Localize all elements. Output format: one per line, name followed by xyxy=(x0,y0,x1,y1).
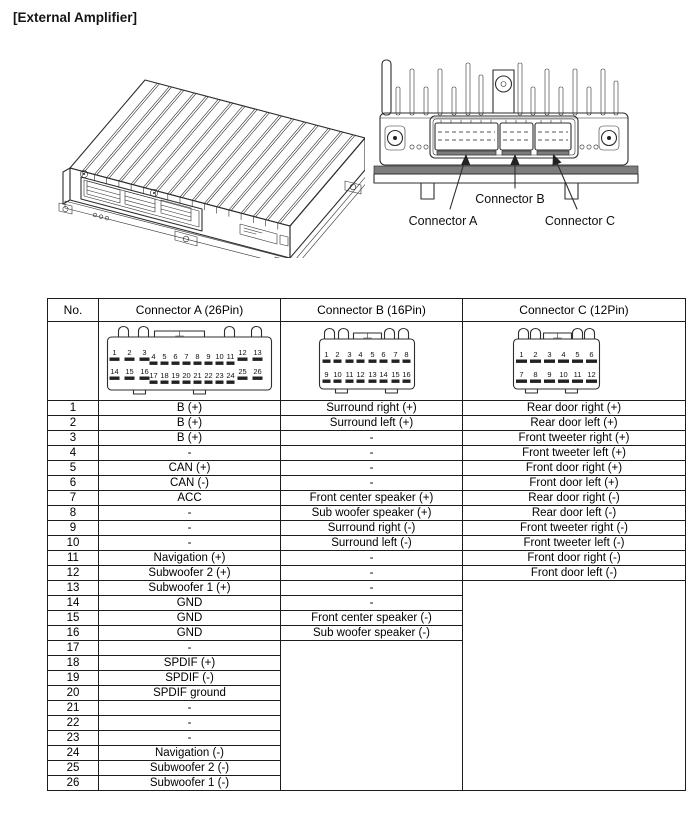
svg-text:4: 4 xyxy=(358,350,363,359)
table-row xyxy=(48,446,686,461)
connector-a-signal-cell: - xyxy=(99,731,281,746)
table-row xyxy=(48,416,686,431)
svg-text:18: 18 xyxy=(160,371,169,380)
connector-a-callout-label: Connector A xyxy=(408,214,478,228)
svg-text:15: 15 xyxy=(125,367,134,376)
svg-text:5: 5 xyxy=(162,352,167,361)
svg-text:23: 23 xyxy=(215,371,224,380)
connector-a-signal-cell: - xyxy=(99,641,281,656)
svg-text:5: 5 xyxy=(370,350,375,359)
connector-c-pin-diagram xyxy=(463,322,685,400)
table-row xyxy=(48,431,686,446)
connector-b-signal-cell: Front center speaker (+) xyxy=(281,491,463,506)
connector-a-signal-cell: - xyxy=(99,446,281,461)
svg-text:3: 3 xyxy=(547,350,552,359)
pin-number-cell: 7 xyxy=(48,491,99,506)
connector-b-signal-cell: - xyxy=(281,551,463,566)
svg-text:16: 16 xyxy=(402,370,411,379)
connector-b-signal-cell: - xyxy=(281,566,463,581)
connector-a-signal-cell: GND xyxy=(99,611,281,626)
pin-table-body xyxy=(48,401,686,791)
pin-number-cell: 17 xyxy=(48,641,99,656)
svg-text:1: 1 xyxy=(112,348,117,357)
col-header-connector-b: Connector B (16Pin) xyxy=(281,299,463,322)
svg-text:12: 12 xyxy=(587,370,596,379)
connector-b-signal-cell: - xyxy=(281,446,463,461)
pin-number-cell: 20 xyxy=(48,686,99,701)
connector-a-signal-cell: SPDIF ground xyxy=(99,686,281,701)
svg-text:11: 11 xyxy=(345,370,354,379)
svg-text:20: 20 xyxy=(182,371,191,380)
connector-c-signal-cell: Front door right (-) xyxy=(463,551,686,566)
svg-text:8: 8 xyxy=(533,370,538,379)
connector-b-signal-cell: Surround left (-) xyxy=(281,536,463,551)
table-row xyxy=(48,401,686,416)
connector-c-signal-cell: Rear door right (+) xyxy=(463,401,686,416)
pin-number-cell: 26 xyxy=(48,776,99,791)
pin-number-cell: 5 xyxy=(48,461,99,476)
connector-b-signal-cell: Sub woofer speaker (+) xyxy=(281,506,463,521)
connector-a-signal-cell: SPDIF (+) xyxy=(99,656,281,671)
connector-b-signal-cell: Front center speaker (-) xyxy=(281,611,463,626)
connector-c-signal-cell: Rear door right (-) xyxy=(463,491,686,506)
connector-c-empty-cell xyxy=(463,581,686,791)
connector-b-pin-diagram xyxy=(281,322,462,400)
table-row xyxy=(48,476,686,491)
connector-a-signal-cell: ACC xyxy=(99,491,281,506)
connector-c-diagram-cell xyxy=(463,322,686,401)
svg-text:22: 22 xyxy=(204,371,213,380)
connector-c-signal-cell: Front tweeter right (+) xyxy=(463,431,686,446)
col-header-connector-a: Connector A (26Pin) xyxy=(99,299,281,322)
pin-number-cell: 3 xyxy=(48,431,99,446)
pin-number-cell: 4 xyxy=(48,446,99,461)
connector-a-signal-cell: CAN (+) xyxy=(99,461,281,476)
svg-text:19: 19 xyxy=(171,371,180,380)
svg-text:11: 11 xyxy=(226,352,235,361)
svg-text:10: 10 xyxy=(333,370,342,379)
svg-text:6: 6 xyxy=(381,350,386,359)
pin-number-cell: 8 xyxy=(48,506,99,521)
pin-number-cell: 24 xyxy=(48,746,99,761)
connector-a-signal-cell: Subwoofer 2 (-) xyxy=(99,761,281,776)
connector-b-signal-cell: - xyxy=(281,431,463,446)
svg-text:25: 25 xyxy=(238,367,247,376)
svg-text:9: 9 xyxy=(324,370,329,379)
connector-c-signal-cell: Front tweeter left (+) xyxy=(463,446,686,461)
svg-text:2: 2 xyxy=(533,350,538,359)
connector-c-signal-cell: Front door left (-) xyxy=(463,566,686,581)
connector-b-signal-cell: Sub woofer speaker (-) xyxy=(281,626,463,641)
table-row xyxy=(48,566,686,581)
table-row xyxy=(48,491,686,506)
pin-number-cell: 2 xyxy=(48,416,99,431)
pin-number-cell: 15 xyxy=(48,611,99,626)
svg-text:3: 3 xyxy=(347,350,352,359)
svg-text:7: 7 xyxy=(184,352,189,361)
svg-text:14: 14 xyxy=(379,370,388,379)
svg-text:26: 26 xyxy=(253,367,262,376)
table-row xyxy=(48,551,686,566)
connector-b-signal-cell: - xyxy=(281,596,463,611)
connector-c-signal-cell: Front door left (+) xyxy=(463,476,686,491)
svg-text:10: 10 xyxy=(559,370,568,379)
pin-number-cell: 12 xyxy=(48,566,99,581)
table-row xyxy=(48,461,686,476)
connector-c-signal-cell: Front tweeter right (-) xyxy=(463,521,686,536)
table-row xyxy=(48,506,686,521)
connector-c-signal-cell: Rear door left (-) xyxy=(463,506,686,521)
connector-a-signal-cell: - xyxy=(99,716,281,731)
connector-a-signal-cell: Subwoofer 2 (+) xyxy=(99,566,281,581)
pin-number-cell: 23 xyxy=(48,731,99,746)
col-header-no: No. xyxy=(48,299,99,322)
connector-a-signal-cell: - xyxy=(99,521,281,536)
connector-b-empty-cell xyxy=(281,641,463,791)
pin-number-cell: 1 xyxy=(48,401,99,416)
svg-text:4: 4 xyxy=(151,352,156,361)
connector-a-signal-cell: CAN (-) xyxy=(99,476,281,491)
connector-c-signal-cell: Rear door left (+) xyxy=(463,416,686,431)
svg-text:17: 17 xyxy=(149,371,158,380)
svg-text:15: 15 xyxy=(391,370,400,379)
connector-a-signal-cell: Subwoofer 1 (-) xyxy=(99,776,281,791)
pin-number-cell: 13 xyxy=(48,581,99,596)
svg-text:9: 9 xyxy=(206,352,211,361)
pin-number-cell: 11 xyxy=(48,551,99,566)
connector-a-signal-cell: GND xyxy=(99,626,281,641)
svg-text:11: 11 xyxy=(573,370,582,379)
col-header-connector-c: Connector C (12Pin) xyxy=(463,299,686,322)
diagram-spacer-cell xyxy=(48,322,99,401)
table-row xyxy=(48,521,686,536)
connector-b-signal-cell: Surround right (+) xyxy=(281,401,463,416)
table-row xyxy=(48,581,686,596)
pin-assignment-table xyxy=(47,298,686,791)
pin-number-cell: 21 xyxy=(48,701,99,716)
svg-text:5: 5 xyxy=(575,350,580,359)
svg-text:9: 9 xyxy=(547,370,552,379)
connector-c-signal-cell: Front door right (+) xyxy=(463,461,686,476)
svg-text:6: 6 xyxy=(173,352,178,361)
pin-number-cell: 14 xyxy=(48,596,99,611)
connector-a-signal-cell: SPDIF (-) xyxy=(99,671,281,686)
connector-a-signal-cell: B (+) xyxy=(99,401,281,416)
pin-number-cell: 18 xyxy=(48,656,99,671)
connector-a-signal-cell: GND xyxy=(99,596,281,611)
svg-text:8: 8 xyxy=(195,352,200,361)
svg-text:13: 13 xyxy=(368,370,377,379)
connector-a-signal-cell: Navigation (+) xyxy=(99,551,281,566)
connector-a-signal-cell: Navigation (-) xyxy=(99,746,281,761)
svg-text:3: 3 xyxy=(142,348,147,357)
connector-a-diagram-cell xyxy=(99,322,281,401)
connector-b-signal-cell: - xyxy=(281,476,463,491)
table-row xyxy=(48,536,686,551)
svg-text:1: 1 xyxy=(519,350,524,359)
svg-text:13: 13 xyxy=(253,348,262,357)
pin-number-cell: 9 xyxy=(48,521,99,536)
page-title: [External Amplifier] xyxy=(13,10,138,25)
connector-a-signal-cell: Subwoofer 1 (+) xyxy=(99,581,281,596)
connector-a-signal-cell: - xyxy=(99,536,281,551)
connector-b-signal-cell: - xyxy=(281,581,463,596)
svg-text:12: 12 xyxy=(356,370,365,379)
pin-number-cell: 6 xyxy=(48,476,99,491)
svg-text:24: 24 xyxy=(226,371,235,380)
svg-text:8: 8 xyxy=(404,350,409,359)
svg-text:21: 21 xyxy=(193,371,202,380)
svg-text:10: 10 xyxy=(215,352,224,361)
svg-text:14: 14 xyxy=(110,367,119,376)
connector-b-callout-label: Connector B xyxy=(475,192,545,206)
svg-text:16: 16 xyxy=(140,367,149,376)
connector-b-signal-cell: Surround left (+) xyxy=(281,416,463,431)
svg-text:4: 4 xyxy=(561,350,566,359)
connector-a-pin-diagram xyxy=(99,322,280,400)
connector-b-signal-cell: - xyxy=(281,461,463,476)
pin-number-cell: 19 xyxy=(48,671,99,686)
svg-text:2: 2 xyxy=(127,348,132,357)
amplifier-isometric-drawing xyxy=(35,53,365,258)
svg-text:6: 6 xyxy=(589,350,594,359)
pin-number-cell: 22 xyxy=(48,716,99,731)
pin-number-cell: 10 xyxy=(48,536,99,551)
connector-a-signal-cell: - xyxy=(99,506,281,521)
connector-c-signal-cell: Front tweeter left (-) xyxy=(463,536,686,551)
connector-a-signal-cell: B (+) xyxy=(99,431,281,446)
amplifier-front-view-drawing xyxy=(366,57,686,232)
connector-b-diagram-cell xyxy=(281,322,463,401)
svg-text:12: 12 xyxy=(238,348,247,357)
connector-c-callout-label: Connector C xyxy=(544,214,616,228)
svg-text:7: 7 xyxy=(393,350,398,359)
svg-text:2: 2 xyxy=(335,350,340,359)
connector-a-signal-cell: - xyxy=(99,701,281,716)
pin-number-cell: 25 xyxy=(48,761,99,776)
svg-text:7: 7 xyxy=(519,370,524,379)
connector-b-signal-cell: Surround right (-) xyxy=(281,521,463,536)
connector-a-signal-cell: B (+) xyxy=(99,416,281,431)
svg-text:1: 1 xyxy=(324,350,329,359)
pin-number-cell: 16 xyxy=(48,626,99,641)
